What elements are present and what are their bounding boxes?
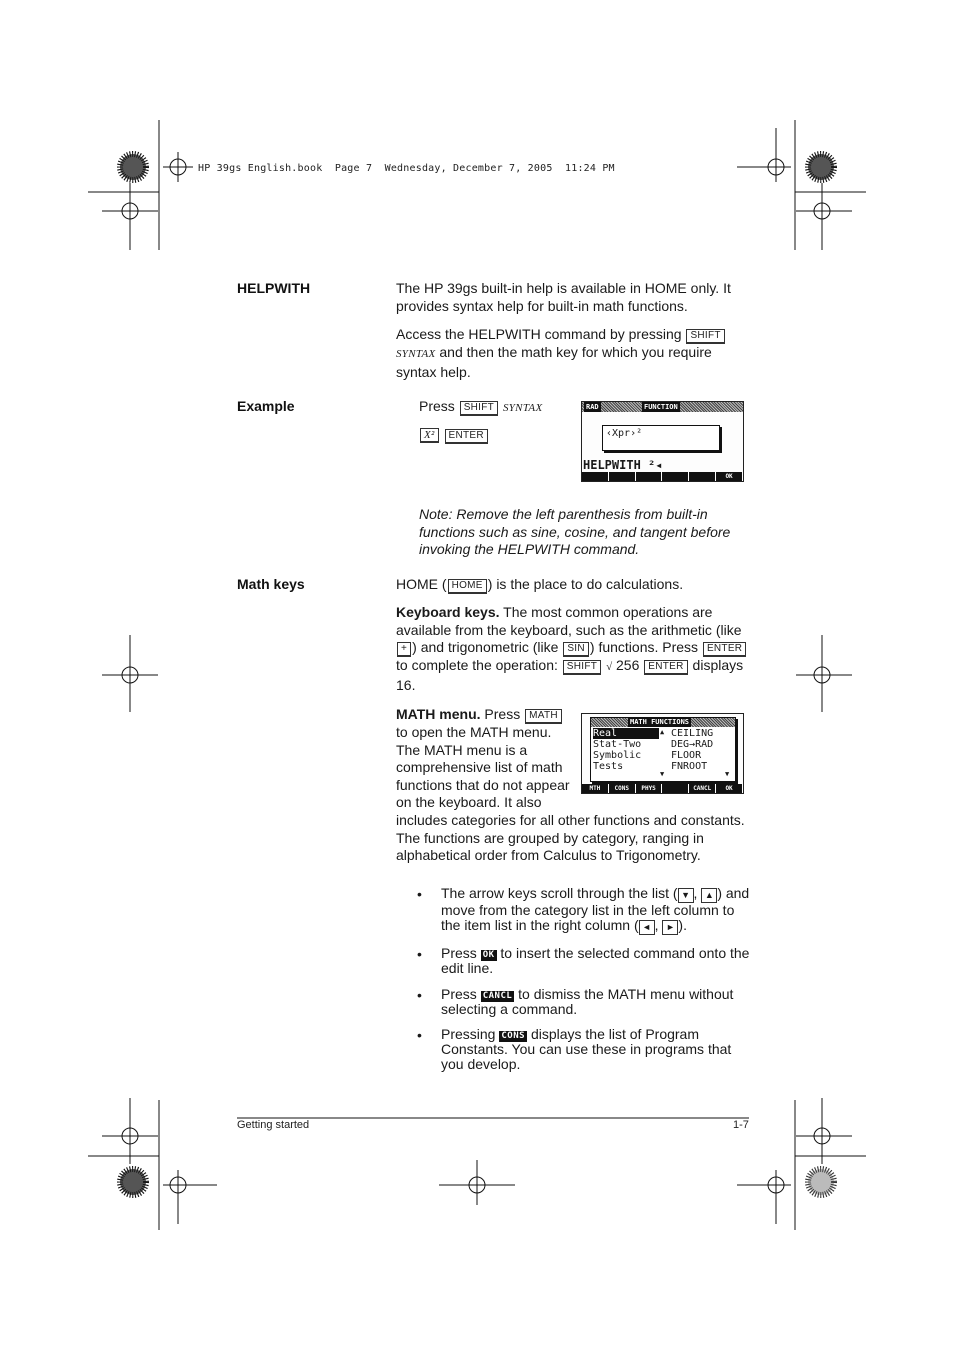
cancl-softkey[interactable]: CANCL <box>482 991 513 1001</box>
b3-text-b: to dismiss the MATH menu without selecting a command. <box>441 986 734 1017</box>
math-menu-title-bar: MATH FUNCTIONS <box>630 718 690 726</box>
screen-mode: RAD <box>586 403 599 411</box>
math-menu-para-cont: includes categories for all other functions and constants. The functions are grouped by category, ranging in alphabetical order from Calculus to Trigonometry. <box>396 812 745 863</box>
up-arrow-key[interactable]: ▲ <box>701 888 717 903</box>
helpwith-para2-a: Access the HELPWITH command by pressing <box>396 326 682 342</box>
enter-key[interactable]: ENTER <box>703 642 746 657</box>
math-keys-heading: Math keys <box>237 576 305 592</box>
plus-key[interactable]: + <box>397 642 411 657</box>
softkey-ok[interactable]: OK <box>716 472 743 481</box>
category-list <box>593 728 659 772</box>
b1-text-c: ). <box>678 917 687 933</box>
registration-header: HP 39gs English.book Page 7 Wednesday, December 7, 2005 11:24 PM <box>198 163 615 174</box>
softkey-mth[interactable]: MTH <box>582 784 609 793</box>
helpwith-para2-b: and then the math key for which you require syntax help. <box>396 344 712 380</box>
kb-number: 256 <box>616 657 640 673</box>
enter-key[interactable]: ENTER <box>445 429 488 444</box>
helpwith-screen <box>581 401 744 482</box>
softkey-bar <box>582 784 743 793</box>
down-arrow-key[interactable]: ▼ <box>678 888 694 903</box>
scroll-down-icon: ▼ <box>725 770 730 778</box>
example-press: Press <box>419 398 455 414</box>
left-arrow-key[interactable]: ◄ <box>639 920 655 935</box>
bullet-arrow-keys: The arrow keys scroll through the list ( ▼ , ▲ ) and move from the category list in the left column to the item list in the right column ( ◄ , ► ). <box>441 885 750 933</box>
keyboard-keys-para <box>396 604 748 694</box>
category-item[interactable]: Stat-Two <box>593 739 642 750</box>
shift-key[interactable]: SHIFT <box>686 329 724 344</box>
bullet-cancel <box>441 987 751 1017</box>
screen-title-bar <box>582 402 743 412</box>
kb-text-b: ) and trigonometric (like <box>412 639 559 655</box>
b4-text-b: displays the list of Program Constants. You can use these in programs that you develop. <box>441 1026 732 1072</box>
footer-section: Getting started <box>237 1119 310 1131</box>
kb-text-c: ) functions. Press <box>589 639 699 655</box>
softkey-phys[interactable]: PHYS <box>636 784 663 793</box>
function-item[interactable]: CEILING <box>671 728 714 739</box>
home-text-a: HOME ( <box>396 576 447 592</box>
math-key[interactable]: MATH <box>525 709 562 724</box>
b3-text-a: Press <box>441 986 477 1002</box>
bullet-cons <box>441 1027 751 1072</box>
b2-text-a: Press <box>441 945 477 961</box>
footer-page-number: 1-7 <box>733 1119 749 1131</box>
command-line: HELPWITH ²◂ <box>583 458 663 472</box>
softkey-empty <box>662 784 689 793</box>
cons-softkey[interactable]: CONS <box>501 1031 526 1041</box>
input-box <box>602 425 720 451</box>
b1-text-a: The arrow keys scroll through the list ( <box>441 885 678 901</box>
home-para <box>396 576 746 594</box>
bullet-dot: • <box>417 1027 422 1043</box>
softkey-bar <box>582 472 743 481</box>
kb-text-e: displays 16. <box>396 657 744 693</box>
b1-text-b: ) and move from the category list in the left column to the item list in the right column ( <box>441 885 750 933</box>
bullet-dot: • <box>417 886 422 902</box>
mm-press: Press <box>484 706 521 722</box>
b2-text-b: to insert the selected command onto the edit line. <box>441 945 750 976</box>
sqrt-symbol: √ <box>606 661 613 673</box>
bullet-dot: • <box>417 987 422 1003</box>
scroll-down-icon: ▼ <box>660 770 665 778</box>
scroll-up-icon: ▲ <box>660 728 665 736</box>
syntax-label: SYNTAX <box>502 402 543 414</box>
category-item[interactable]: Real <box>593 728 659 739</box>
category-item[interactable]: Symbolic <box>593 750 642 761</box>
screen-title: FUNCTION <box>644 403 678 411</box>
function-item[interactable]: FLOOR <box>671 750 702 761</box>
helpwith-para2 <box>396 326 746 381</box>
softkey-ok[interactable]: OK <box>716 784 743 793</box>
shift-key[interactable]: SHIFT <box>460 401 498 416</box>
helpwith-para1: The HP 39gs built-in help is available in HOME only. It provides syntax help for built-in math functions. <box>396 280 731 314</box>
helpwith-heading: HELPWITH <box>237 280 311 296</box>
shift-key[interactable]: SHIFT <box>563 660 601 675</box>
enter-key[interactable]: ENTER <box>644 660 687 675</box>
math-menu-title: MATH menu. <box>396 706 481 722</box>
kb-text-d: to complete the operation: <box>396 657 558 673</box>
x-squared-key[interactable]: X² <box>420 428 439 443</box>
bullet-ok <box>441 946 751 976</box>
input-box-text: ‹Xpr›² <box>606 428 643 439</box>
home-text-b: ) is the place to do calculations. <box>487 576 684 592</box>
example-note: Note: Remove the left parenthesis from built-in functions such as sine, cosine, and tangent before invoking the HELPWITH command. <box>419 506 731 557</box>
softkey-cons[interactable]: CONS <box>609 784 636 793</box>
math-menu-para <box>396 706 571 812</box>
math-menu-box <box>590 717 736 782</box>
example-heading: Example <box>237 398 295 414</box>
bullet-dot: • <box>417 946 422 962</box>
function-item[interactable]: DEG→RAD <box>671 739 714 750</box>
function-item[interactable]: FNROOT <box>671 761 708 772</box>
syntax-label: SYNTAX <box>396 348 436 360</box>
keyboard-keys-title: Keyboard keys. <box>396 604 500 620</box>
b4-text-a: Pressing <box>441 1026 496 1042</box>
sin-key[interactable]: SIN <box>563 642 589 657</box>
category-item[interactable]: Tests <box>593 761 624 772</box>
ok-softkey[interactable]: OK <box>482 950 495 960</box>
math-functions-screen <box>581 713 744 794</box>
mm-text-a: to open the MATH menu. The MATH menu is a comprehensive list of math functions that do not appear on the keyboard. It also <box>396 724 570 810</box>
home-key[interactable]: HOME <box>448 579 487 594</box>
function-list <box>671 728 733 772</box>
example-keys <box>419 398 569 444</box>
softkey-cancl[interactable]: CANCL <box>689 784 716 793</box>
right-arrow-key[interactable]: ► <box>662 920 678 935</box>
kb-text-a: The most common operations are available from the keyboard, such as the arithmetic (like <box>396 604 742 638</box>
